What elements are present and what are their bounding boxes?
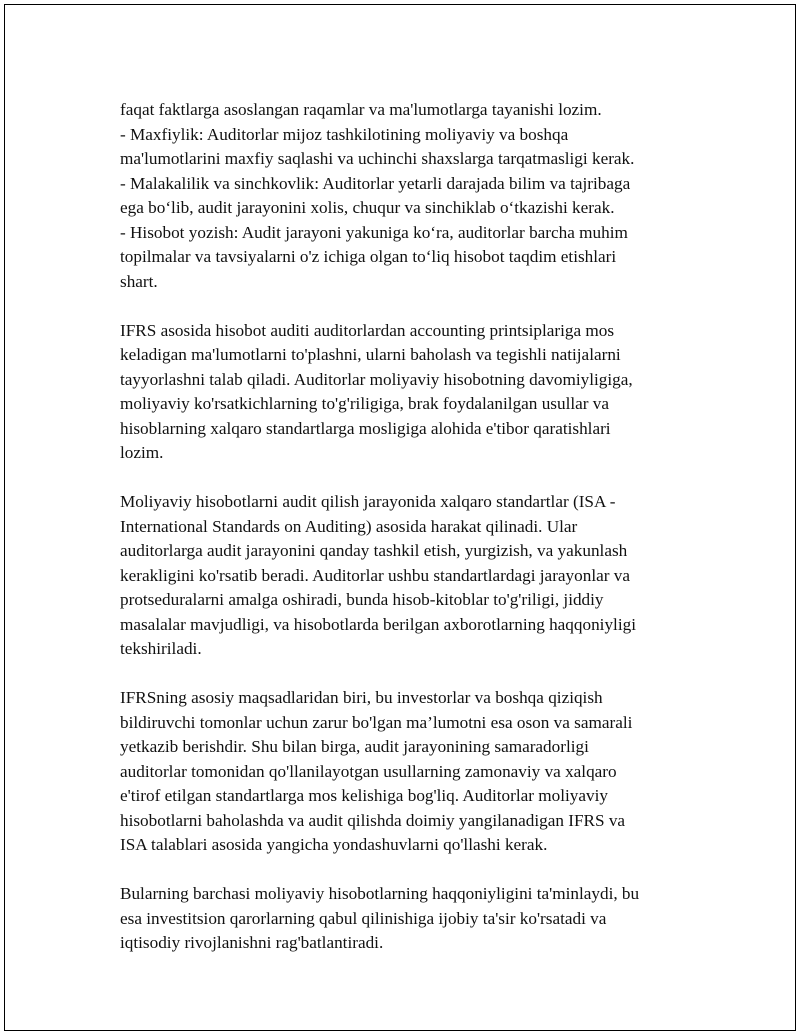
text-line: shart. xyxy=(120,271,158,291)
text-line: hisoblarning xalqaro standartlarga mosligiga alohida e'tibor qaratishlari xyxy=(120,418,611,438)
text-line: International Standards on Auditing) asosida harakat qilinadi. Ular xyxy=(120,516,578,536)
document-body xyxy=(120,98,695,956)
text-line: - Malakalilik va sinchkovlik: Auditorlar yetarli darajada bilim va tajribaga xyxy=(120,173,631,193)
text-line: tekshiriladi. xyxy=(120,639,202,658)
text-line: lozim. xyxy=(120,443,164,462)
text-line: hisobotlarni baholashda va audit qilishda doimiy yangilanadigan IFRS va xyxy=(120,810,626,830)
text-line: Bularning barchasi moliyaviy hisobotlarning haqqoniyligini ta'minlaydi, bu xyxy=(120,884,640,903)
text-line: - Hisobot yozish: Audit jarayoni yakuniga ko‘ra, auditorlar barcha muhim xyxy=(120,222,628,242)
text-line: kerakligini ko'rsatib beradi. Auditorlar ushbu standartlardagi jarayonlar va xyxy=(120,565,630,585)
text-line: e'tirof etilgan standartlarga mos kelishiga bog'liq. Auditorlar moliyaviy xyxy=(120,786,608,805)
text-line: esa investitsion qarorlarning qabul qilinishiga ijobiy ta'sir ko'rsatadi va xyxy=(120,908,607,928)
text-line: moliyaviy ko'rsatkichlarning to'g'riligiga, brak foydalanilgan usullar va xyxy=(120,394,609,413)
text-line: protseduralarni amalga oshiradi, bunda hisob-kitoblar to'g'riligi, jiddiy xyxy=(120,590,604,609)
text-line: masalalar mavjudligi, va hisobotlarda berilgan axborotlarning haqqoniyligi xyxy=(120,614,636,634)
text-line: ISA talablari asosida yangicha yondashuvlarni qo'llashi kerak. xyxy=(120,835,548,854)
text-line: auditorlarga audit jarayonini qanday tashkil etish, yurgizish, va yakunlash xyxy=(120,541,628,560)
text-line: iqtisodiy rivojlanishni rag'batlantiradi. xyxy=(120,933,384,952)
text-line: topilmalar va tavsiyalarni o'z ichiga olgan to‘liq hisobot taqdim etishlari xyxy=(120,247,617,266)
page-frame xyxy=(4,4,796,1031)
text-line: faqat faktlarga asoslangan raqamlar va ma'lumotlarga tayanishi lozim. xyxy=(120,100,602,119)
paragraph-conclusion xyxy=(120,882,695,956)
text-line: - Maxfiylik: Auditorlar mijoz tashkilotining moliyaviy va boshqa xyxy=(120,124,569,144)
text-line: ega bo‘lib, audit jarayonini xolis, chuqur va sinchiklab o‘tkazishi kerak. xyxy=(120,198,615,217)
paragraph-isa-standards xyxy=(120,490,695,662)
text-line: ma'lumotlarini maxfiy saqlashi va uchinchi shaxslarga tarqatmasligi kerak. xyxy=(120,149,635,168)
text-line: IFRS asosida hisobot auditi auditorlardan accounting printsiplariga mos xyxy=(120,320,615,340)
text-line: tayyorlashni talab qiladi. Auditorlar moliyaviy hisobotning davomiyligiga, xyxy=(120,369,633,389)
text-line: yetkazib berishdir. Shu bilan birga, audit jarayonining samaradorligi xyxy=(120,737,589,756)
text-line: bildiruvchi tomonlar uchun zarur bo'lgan ma’lumotni esa oson va samarali xyxy=(120,712,633,732)
text-line: Moliyaviy hisobotlarni audit qilish jarayonida xalqaro standartlar (ISA - xyxy=(120,492,616,511)
paragraph-ethics-principles xyxy=(120,98,695,294)
paragraph-ifrs-audit xyxy=(120,319,695,466)
text-line: IFRSning asosiy maqsadlaridan biri, bu investorlar va boshqa qiziqish xyxy=(120,688,603,707)
paragraph-ifrs-goals xyxy=(120,686,695,858)
text-line: keladigan ma'lumotlarni to'plashni, ularni baholash va tegishli natijalarni xyxy=(120,345,621,364)
text-line: auditorlar tomonidan qo'llanilayotgan usullarning zamonaviy va xalqaro xyxy=(120,761,617,781)
